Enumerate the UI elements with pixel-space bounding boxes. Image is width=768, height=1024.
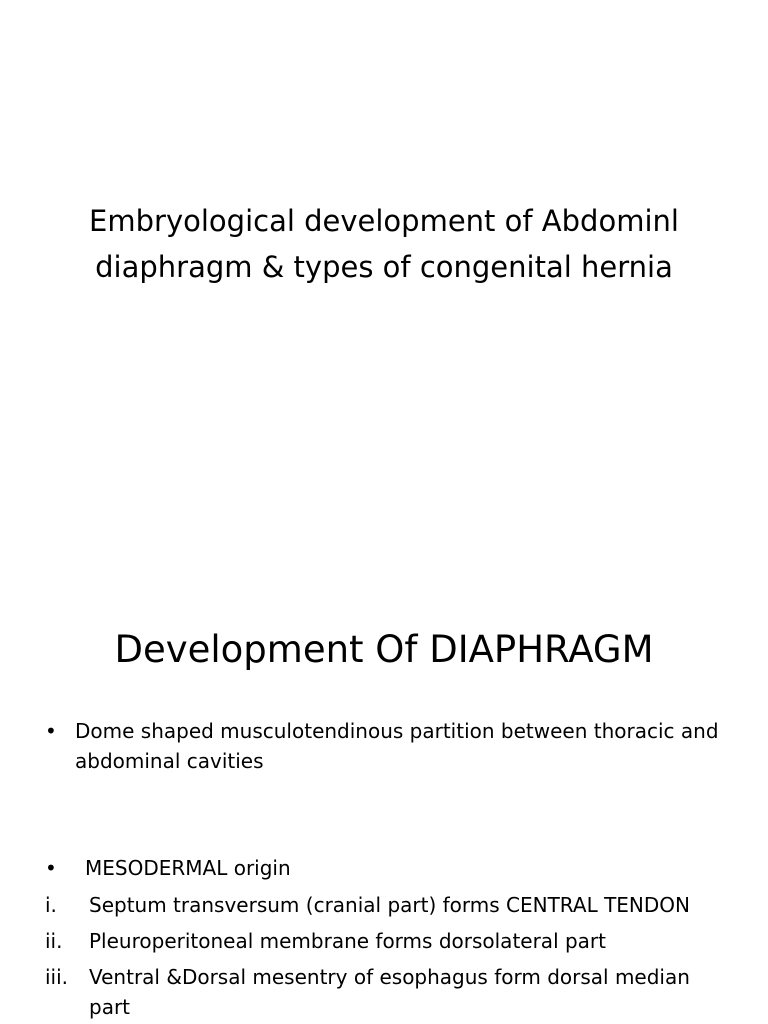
slide-2-title: Development Of DIAPHRAGM [114,628,654,671]
slide-1-title-line-1: Embryological development of Abdominl [89,204,679,238]
list-marker: i. [45,893,57,917]
bullet-item-partition [45,716,725,776]
slide-1-title [40,198,728,290]
bullet-marker: • [45,719,57,743]
bullet-text: Dome shaped musculotendinous partition between thoracic and abdominal cavities [75,719,719,773]
list-item-text: Pleuroperitoneal membrane forms dorsolateral part [89,929,606,953]
bullet-marker: • [45,856,57,880]
slide-1-title-line-2: diaphragm & types of congenital hernia [95,250,673,284]
bullet-text: MESODERMAL origin [85,856,291,880]
list-item-text: Septum transversum (cranial part) forms CENTRAL TENDON [89,893,690,917]
list-marker: iii. [45,965,69,989]
bullet-item-origin [45,853,725,883]
list-item-text: Ventral &Dorsal mesentry of esophagus form dorsal median part [89,965,690,1019]
list-item-pleuroperitoneal [45,926,725,956]
list-item-septum [45,890,725,920]
slide-2 [0,576,768,1024]
list-item-mesentry [45,962,725,1022]
list-marker: ii. [45,929,63,953]
